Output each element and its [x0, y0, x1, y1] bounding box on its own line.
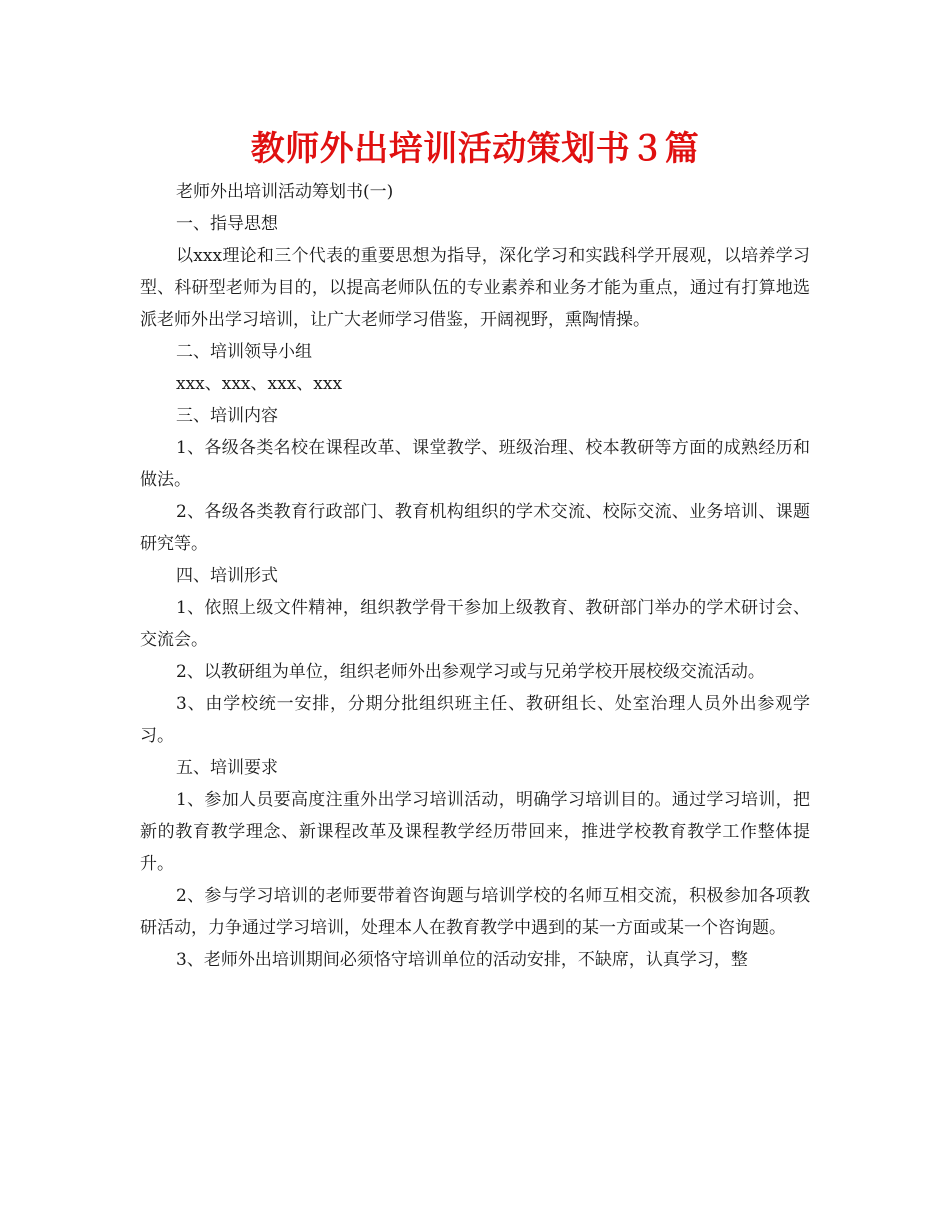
paragraph: 老师外出培训活动筹划书(一): [176, 182, 394, 202]
paragraph: 1、依照上级文件精神，组织教学骨干参加上级教育、教研部门举办的学术研讨会、交流会。: [140, 598, 810, 650]
document-title: 教师外出培训活动策划书３篇: [250, 129, 700, 169]
paragraph: 2、以教研组为单位，组织老师外出参观学习或与兄弟学校开展校级交流活动。: [176, 662, 765, 682]
section-heading: 三、培训内容: [176, 406, 278, 426]
section-heading: 五、培训要求: [176, 758, 278, 778]
section-heading: 一、指导思想: [176, 214, 278, 234]
paragraph: 3、由学校统一安排，分期分批组织班主任、教研组长、处室治理人员外出参观学习。: [140, 694, 810, 746]
section-heading: 二、培训领导小组: [176, 342, 312, 362]
section-heading: 四、培训形式: [176, 566, 278, 586]
paragraph: xxx、xxx、xxx、xxx: [176, 374, 343, 394]
document-body: [140, 176, 810, 976]
paragraph: 以xxx理论和三个代表的重要思想为指导，深化学习和实践科学开展观，以培养学习型、科研型老师为目的，以提高老师队伍的专业素养和业务才能为重点，通过有打算地选派老师外出学习培训，让广大老师学习借鉴，开阔视野，熏陶情操。: [140, 246, 810, 330]
paragraph: 1、参加人员要高度注重外出学习培训活动，明确学习培训目的。通过学习培训，把新的教育教学理念、新课程改革及课程教学经历带回来，推进学校教育教学工作整体提升。: [140, 790, 810, 874]
paragraph: 2、各级各类教育行政部门、教育机构组织的学术交流、校际交流、业务培训、课题研究等。: [140, 502, 810, 554]
paragraph: 2、参与学习培训的老师要带着咨询题与培训学校的名师互相交流，积极参加各项教研活动，力争通过学习培训，处理本人在教育教学中遇到的某一方面或某一个咨询题。: [140, 886, 810, 938]
paragraph: 1、各级各类名校在课程改革、课堂教学、班级治理、校本教研等方面的成熟经历和做法。: [140, 438, 810, 490]
paragraph: 3、老师外出培训期间必须恪守培训单位的活动安排，不缺席，认真学习，整: [176, 950, 748, 970]
